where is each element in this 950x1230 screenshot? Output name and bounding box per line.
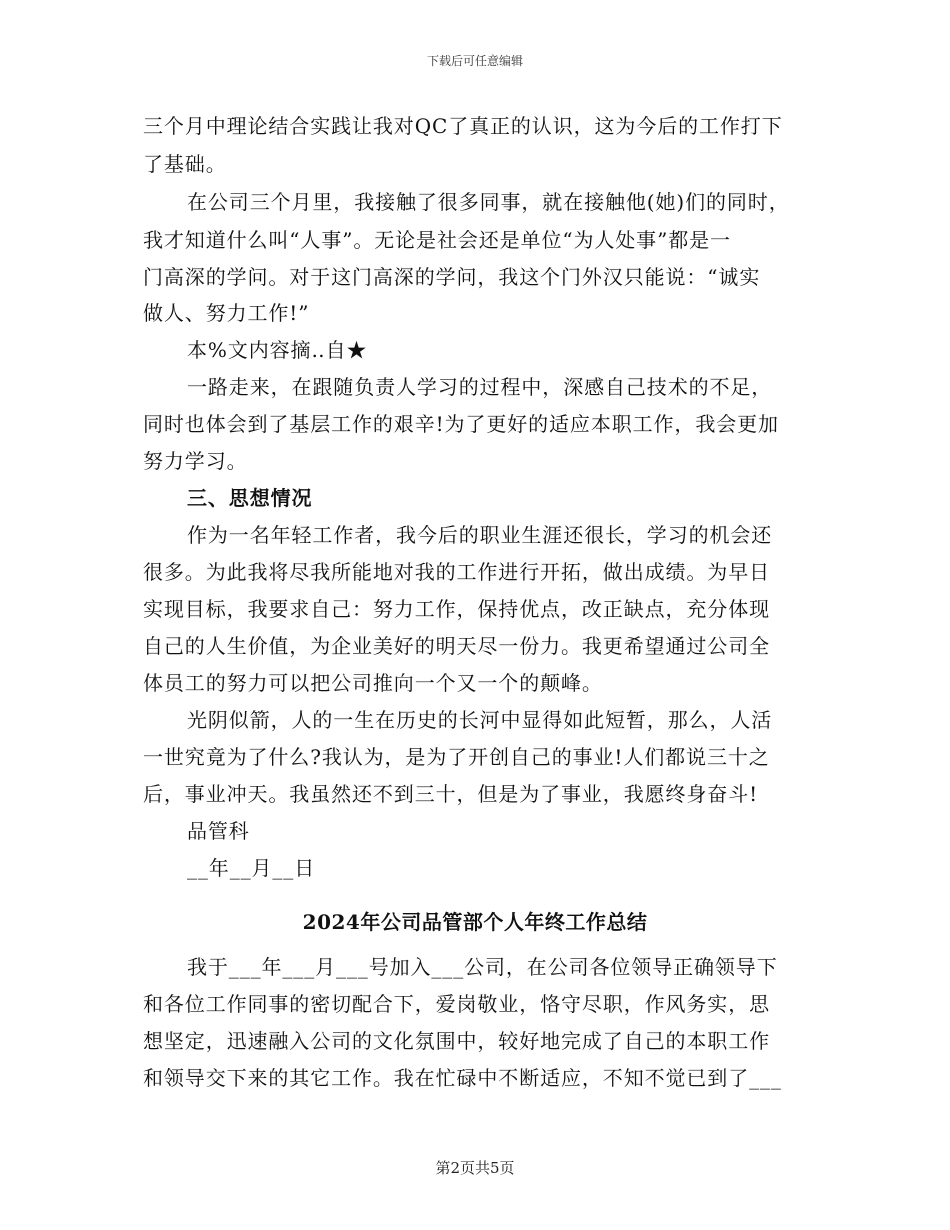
text-line: 自己的人生价值，为企业美好的明天尽一份力。我更希望通过公司全: [143, 634, 770, 658]
document-title: 2024年公司品管部个人年终工作总结: [302, 910, 648, 934]
text-line: 努力学习。: [143, 449, 248, 473]
section-heading: 三、思想情况: [187, 486, 313, 510]
text-line: 一路走来，在跟随负责人学习的过程中，深感自己技术的不足，: [187, 375, 773, 399]
text-line: 同时也体会到了基层工作的艰辛!为了更好的适应本职工作，我会更加: [143, 412, 779, 436]
text-line: 我才知道什么叫“人事”。无论是社会还是单位“为人处事”都是一: [143, 228, 731, 252]
text-line: 了基础。: [143, 152, 227, 176]
text-line: 作为一名年轻工作者，我今后的职业生涯还很长，学习的机会还: [187, 523, 773, 547]
text-line: 本%文内容摘‥自★: [187, 338, 368, 362]
text-line: 一世究竟为了什么?我认为，是为了开创自己的事业!人们都说三十之: [143, 745, 770, 769]
signature-date: __年__月__日: [187, 856, 316, 880]
signature-department: 品管科: [187, 819, 250, 843]
page-header: 下载后可任意编辑: [426, 54, 523, 68]
text-line: 我于___年___月___号加入___公司，在公司各位领导正确领导下: [187, 955, 778, 979]
text-line: 实现目标，我要求自己：努力工作，保持优点，改正缺点，充分体现: [143, 597, 770, 621]
text-line: 很多。为此我将尽我所能地对我的工作进行开拓，做出成绩。为早日: [143, 560, 770, 584]
text-line: 想坚定，迅速融入公司的文化氛围中，较好地完成了自己的本职工作: [143, 1029, 770, 1053]
text-line: 三个月中理论结合实践让我对QC了真正的认识，这为今后的工作打下: [143, 114, 783, 138]
text-line: 做人、努力工作!”: [143, 301, 310, 325]
text-line: 后，事业冲天。我虽然还不到三十，但是为了事业，我愿终身奋斗!: [143, 782, 759, 806]
text-line: 门高深的学问。对于这门高深的学问，我这个门外汉只能说：“诚实: [143, 265, 761, 289]
text-line: 和各位工作同事的密切配合下，爱岗敬业，恪守尽职，作风务实，思: [143, 992, 770, 1016]
text-line: 在公司三个月里，我接触了很多同事，就在接触他(她)们的同时，: [187, 190, 790, 214]
text-line: 体员工的努力可以把公司推向一个又一个的颠峰。: [143, 671, 603, 695]
text-line: 光阴似箭，人的一生在历史的长河中显得如此短暂，那么，人活: [187, 708, 773, 732]
text-line: 和领导交下来的其它工作。我在忙碌中不断适应，不知不觉已到了___: [143, 1066, 782, 1090]
page-number: 第2页共5页: [435, 1159, 515, 1177]
